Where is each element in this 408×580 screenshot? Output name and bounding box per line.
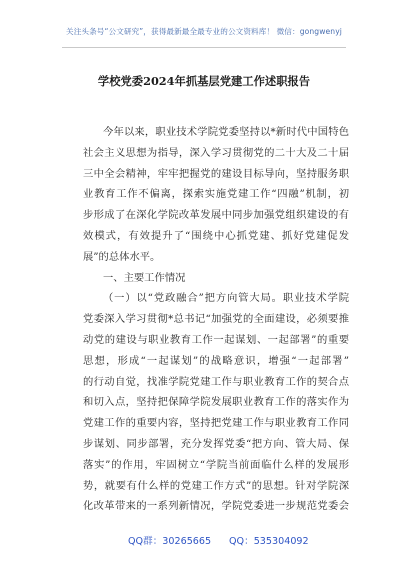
body-line: （一）以“党政融合”把方向管大局。职业技术学院 xyxy=(103,292,349,305)
body-line: 业教育工作不偏离，探索实施党建工作“四融”机制，初 xyxy=(83,188,349,201)
promo-header: 关注头条号“公文研究”，获得最新最全最专业的公文资料库！ 微信：gongwenyj xyxy=(66,27,342,36)
qq-group-number: QQ群：30265665 xyxy=(128,536,212,547)
body-line: 势，就要有什么样的党建工作方式”的思想。针对学院深 xyxy=(83,479,349,492)
body-line: 动党的建设与职业教育工作一起谋划、一起部署”的重要 xyxy=(83,333,349,346)
document-title: 学校党委2024年抓基层党建工作述职报告 xyxy=(97,74,311,88)
section-heading: 一、主要工作情况 xyxy=(103,271,186,284)
body-line: 落实”的作用，牢固树立“学院当前面临什么样的发展形 xyxy=(83,458,349,471)
header-divider xyxy=(62,47,346,48)
body-line: 展”的总体水平。 xyxy=(83,250,161,263)
body-line: 三中全会精神，牢牢把握党的建设目标导向，坚持服务职 xyxy=(83,167,349,180)
body-line: 的行动自觉，找准学院党建工作与职业教育工作的契合点 xyxy=(83,375,349,388)
body-line: 步形成了在深化学院改革发展中同步加强党组织建设的有 xyxy=(83,209,349,222)
body-line: 党委深入学习贯彻*总书记“加强党的全面建设，必须要推 xyxy=(83,313,349,326)
body-line: 今年以来，职业技术学院党委坚持以*新时代中国特色 xyxy=(103,126,349,138)
body-line: 化改革带来的一系列新情况，学院党委进一步规范党委会 xyxy=(83,500,349,513)
body-line: 效模式，有效提升了“围绕中心抓党建、抓好党建促发 xyxy=(83,229,349,242)
body-line: 步谋划、同步部署，充分发挥党委“把方向、管大局、保 xyxy=(83,437,349,450)
body-line: 党建工作的重要内容，坚持把党建工作与职业教育工作同 xyxy=(83,417,349,430)
body-line: 思想，形成“一起谋划”的战略意识，增强“一起部署” xyxy=(83,354,349,367)
document-body xyxy=(83,122,349,517)
qq-number: QQ：535304092 xyxy=(229,536,309,547)
body-line: 和切入点，坚持把保障学院发展职业教育工作的落实作为 xyxy=(83,396,349,409)
body-line: 社会主义思想为指导，深入学习贯彻党的二十大及二十届 xyxy=(83,146,349,159)
